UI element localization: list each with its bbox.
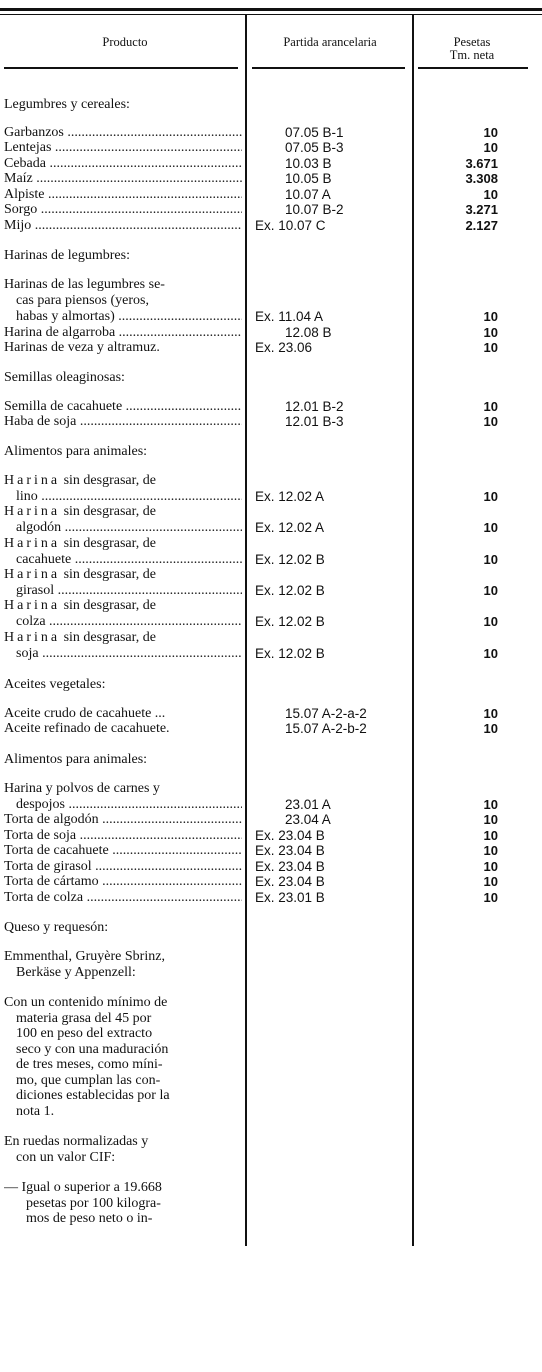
product-name: mo, que cumplan las con- xyxy=(16,1073,161,1088)
tariff-code: 12.08 B xyxy=(285,325,332,340)
product-name: lino ..... xyxy=(16,489,242,504)
tariff-code: 15.07 A-2-b-2 xyxy=(285,721,367,736)
product-name-spaced: Harina xyxy=(4,473,61,488)
tariff-code: Ex. 23.04 B xyxy=(255,859,325,874)
section-heading-text: Harinas de legumbres: xyxy=(4,248,130,263)
tariff-code: 07.05 B-3 xyxy=(285,140,344,155)
column-divider-2 xyxy=(412,14,414,1246)
pesetas-value: 10 xyxy=(483,843,498,858)
product-name: nota 1. xyxy=(16,1104,55,1119)
header-underline-pesetas xyxy=(418,67,528,69)
product-name: habas y almortas) ..... xyxy=(16,309,242,324)
pesetas-value: 10 xyxy=(483,125,498,140)
tariff-code: 10.07 A xyxy=(285,187,331,202)
header-producto: Producto xyxy=(102,35,148,49)
tariff-code: Ex. 10.07 C xyxy=(255,218,326,233)
pesetas-value: 10 xyxy=(483,812,498,827)
section-heading-text: Aceites vegetales: xyxy=(4,677,106,692)
product-name: colza ..... xyxy=(16,614,242,629)
product-name-spaced: Harina xyxy=(4,536,61,551)
pesetas-value: 10 xyxy=(483,140,498,155)
product-name: Harina y polvos de carnes y xyxy=(4,781,160,796)
product-name: Harina de algarroba ..... xyxy=(4,325,242,340)
pesetas-value: 10 xyxy=(483,614,498,629)
header-pesetas-line2: Tm. neta xyxy=(449,48,495,62)
pesetas-value: 10 xyxy=(483,414,498,429)
product-name: Garbanzos ..... xyxy=(4,125,242,140)
product-name: 100 en peso del extracto xyxy=(16,1026,153,1041)
product-name: de tres meses, como míni- xyxy=(16,1057,163,1072)
product-name xyxy=(4,473,242,488)
tariff-code: Ex. 12.02 B xyxy=(255,583,325,598)
pesetas-value: 10 xyxy=(483,721,498,736)
product-name: Mijo ..... xyxy=(4,218,242,233)
product-name xyxy=(4,630,242,645)
pesetas-value: 10 xyxy=(483,340,498,355)
tariff-code: Ex. 23.01 B xyxy=(255,890,325,905)
pesetas-value: 10 xyxy=(483,706,498,721)
product-name: Torta de soja ..... xyxy=(4,828,242,843)
product-name-rest: sin desgrasar, de xyxy=(60,473,156,488)
header-partida: Partida arancelaria xyxy=(283,35,377,49)
product-name: — Igual o superior a 19.668 xyxy=(4,1180,162,1195)
product-name: Semilla de cacahuete ..... xyxy=(4,399,242,414)
pesetas-value: 3.271 xyxy=(465,202,498,217)
product-name: Torta de algodón ..... xyxy=(4,812,242,827)
pesetas-value: 10 xyxy=(483,828,498,843)
tariff-code: Ex. 23.04 B xyxy=(255,874,325,889)
product-name: pesetas por 100 kilogra- xyxy=(26,1196,161,1211)
product-name: Emmenthal, Gruyère Sbrinz, xyxy=(4,949,165,964)
product-name: Torta de girasol ..... xyxy=(4,859,242,874)
product-name: Haba de soja ..... xyxy=(4,414,242,429)
product-name xyxy=(4,567,242,582)
product-name: materia grasa del 45 por xyxy=(16,1011,152,1026)
product-name-rest: sin desgrasar, de xyxy=(60,504,156,519)
product-name: Con un contenido mínimo de xyxy=(4,995,168,1010)
header-pesetas xyxy=(418,36,526,62)
product-name: Harinas de las legumbres se- xyxy=(4,277,165,292)
product-name: cas para piensos (yeros, xyxy=(16,293,149,308)
header-pesetas-line1: Pesetas xyxy=(453,35,491,49)
section-heading-text: Queso y requesón: xyxy=(4,920,109,935)
product-name xyxy=(4,504,242,519)
tariff-code: Ex. 11.04 A xyxy=(255,309,324,324)
header-underline-partida xyxy=(252,67,405,69)
product-name: Aceite refinado de cacahuete. xyxy=(4,721,170,736)
product-name: Harinas de veza y altramuz. xyxy=(4,340,160,355)
product-name-spaced: Harina xyxy=(4,504,61,519)
tariff-code: 12.01 B-3 xyxy=(285,414,344,429)
pesetas-value: 10 xyxy=(483,399,498,414)
product-name-rest: sin desgrasar, de xyxy=(60,598,156,613)
tariff-code: 23.01 A xyxy=(285,797,331,812)
section-heading-text: Alimentos para animales: xyxy=(4,752,148,767)
product-name: con un valor CIF: xyxy=(16,1150,116,1165)
tariff-code: Ex. 23.04 B xyxy=(255,843,325,858)
product-name: Maíz ..... xyxy=(4,171,242,186)
pesetas-value: 10 xyxy=(483,859,498,874)
product-name: En ruedas normalizadas y xyxy=(4,1134,149,1149)
pesetas-value: 10 xyxy=(483,552,498,567)
product-name: mos de peso neto o in- xyxy=(26,1211,153,1226)
product-name: Torta de colza ..... xyxy=(4,890,242,905)
pesetas-value: 10 xyxy=(483,489,498,504)
column-divider-1 xyxy=(245,14,247,1246)
pesetas-value: 2.127 xyxy=(465,218,498,233)
product-name: Torta de cacahuete ..... xyxy=(4,843,242,858)
tariff-code: Ex. 12.02 A xyxy=(255,520,325,535)
product-name xyxy=(4,536,242,551)
product-name-rest: sin desgrasar, de xyxy=(60,536,156,551)
product-name: girasol ..... xyxy=(16,583,242,598)
product-name: soja ..... xyxy=(16,646,242,661)
product-name: Berkäse y Appenzell: xyxy=(16,965,136,980)
tariff-code: Ex. 23.06 xyxy=(255,340,313,355)
product-name: Torta de cártamo ..... xyxy=(4,874,242,889)
pesetas-value: 10 xyxy=(483,520,498,535)
product-name-rest: sin desgrasar, de xyxy=(60,630,156,645)
product-name xyxy=(4,598,242,613)
tariff-code: Ex. 12.02 B xyxy=(255,552,325,567)
product-name: diciones establecidas por la xyxy=(16,1088,170,1103)
tariff-code: 23.04 A xyxy=(285,812,331,827)
product-name: algodón ..... xyxy=(16,520,242,535)
tariff-code: Ex. 12.02 B xyxy=(255,646,325,661)
tariff-code: 12.01 B-2 xyxy=(285,399,344,414)
pesetas-value: 10 xyxy=(483,874,498,889)
pesetas-value: 10 xyxy=(483,583,498,598)
tariff-code: 15.07 A-2-a-2 xyxy=(285,706,367,721)
product-name: Aceite crudo de cacahuete ... xyxy=(4,706,166,721)
tariff-code: Ex. 12.02 B xyxy=(255,614,325,629)
product-name: Alpiste ..... xyxy=(4,187,242,202)
tariff-code: 10.03 B xyxy=(285,156,332,171)
pesetas-value: 10 xyxy=(483,646,498,661)
section-heading-text: Legumbres y cereales: xyxy=(4,97,130,112)
product-name: Lentejas ..... xyxy=(4,140,242,155)
section-heading-text: Alimentos para animales: xyxy=(4,444,148,459)
pesetas-value: 10 xyxy=(483,187,498,202)
tariff-code: 07.05 B-1 xyxy=(285,125,344,140)
product-name: despojos ..... xyxy=(16,797,242,812)
product-name-spaced: Harina xyxy=(4,598,61,613)
product-name-spaced: Harina xyxy=(4,630,61,645)
pesetas-value: 3.308 xyxy=(465,171,498,186)
pesetas-value: 10 xyxy=(483,325,498,340)
pesetas-value: 3.671 xyxy=(465,156,498,171)
pesetas-value: 10 xyxy=(483,309,498,324)
product-name: Sorgo ..... xyxy=(4,202,242,217)
tariff-code: Ex. 23.04 B xyxy=(255,828,325,843)
pesetas-value: 10 xyxy=(483,890,498,905)
section-heading-text: Semillas oleaginosas: xyxy=(4,370,125,385)
product-name-rest: sin desgrasar, de xyxy=(60,567,156,582)
tariff-code: 10.05 B xyxy=(285,171,332,186)
tariff-code: Ex. 12.02 A xyxy=(255,489,325,504)
pesetas-value: 10 xyxy=(483,797,498,812)
header-underline-producto xyxy=(4,67,238,69)
product-name: Cebada ..... xyxy=(4,156,242,171)
tariff-code: 10.07 B-2 xyxy=(285,202,344,217)
product-name: seco y con una maduración xyxy=(16,1042,169,1057)
product-name-spaced: Harina xyxy=(4,567,61,582)
product-name: cacahuete ..... xyxy=(16,552,242,567)
